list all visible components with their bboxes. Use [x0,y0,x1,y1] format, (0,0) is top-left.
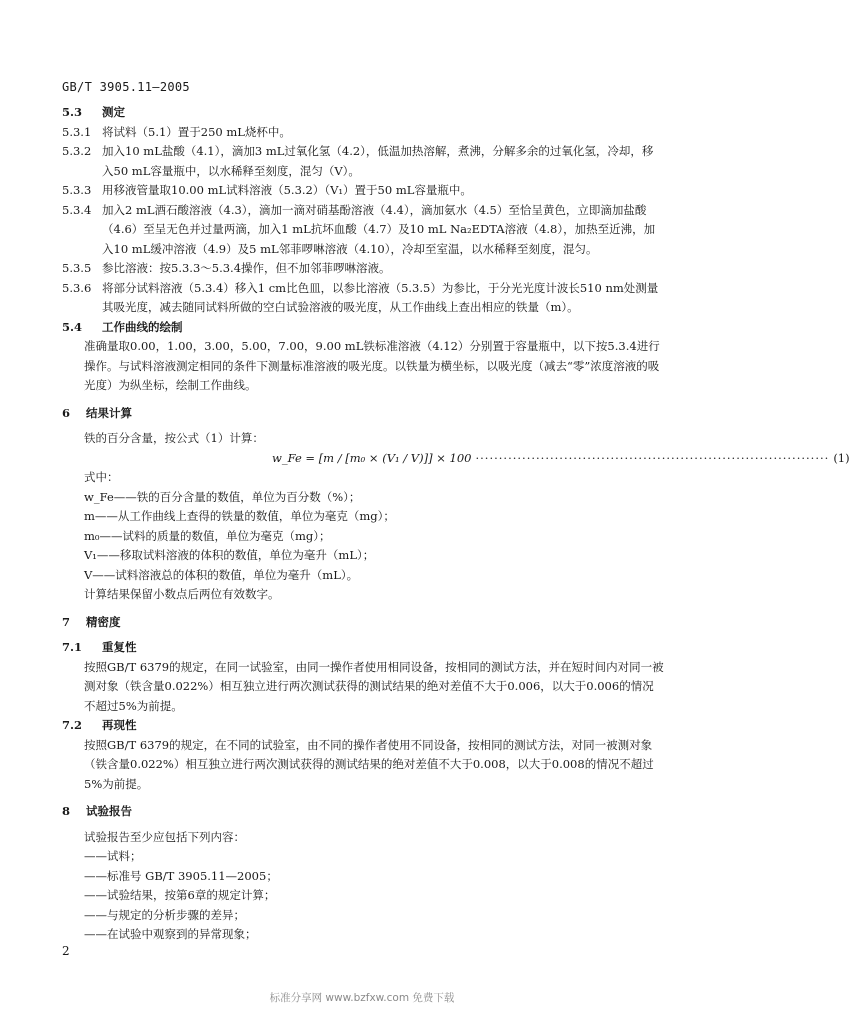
report-item: ——标准号 GB/T 3905.11—2005； [84,868,278,883]
section-7-2-heading: 7.2 再现性 [62,718,137,732]
definition: V——试料溶液总的体积的数值，单位为毫升（mL）。 [84,567,359,582]
formula-intro: 铁的百分含量，按公式（1）计算： [84,431,264,445]
section-6-heading: 6 结果计算 [62,405,132,420]
section-5-4-text: 准确量取0.00，1.00，3.00，5.00，7.00，9.00 mL铁标准溶液（4.12）分别置于容量瓶中，以下按5.3.4进行操作。与试料溶液测定相同的条件下测量标准溶液的吸光度。以铁量为横坐标，以吸光度（减去“零”浓度溶液的吸光度）为纵坐标，绘制工作曲线。 [84,339,660,392]
step-5-3-6: 5.3.6 将部分试料溶液（5.3.4）移入1 cm比色皿，以参比溶液（5.3.5）为参比，于分光光度计波长510 nm处测量其吸光度，减去随同试料所做的空白试验溶液的吸光度，从工作曲线上查出相应的铁量（m）。 [62,280,659,314]
report-item: ——试料； [84,849,142,863]
rounding-note: 计算结果保留小数点后两位有效数字。 [84,587,280,601]
where-label: 式中： [84,470,119,484]
step-5-3-4: 5.3.4 加入2 mL酒石酸溶液（4.3），滴加一滴对硝基酚溶液（4.4），滴加氨水（4.5）至恰呈黄色，立即滴加盐酸（4.6）至呈无色并过量两滴，加入1 mL抗坏血酸（4.7）及10 mL Na₂EDTA溶液（4.8），加热至近沸，加入10 mL缓冲溶液（4.9）及5 mL邻菲啰啉溶液（4.10），冷却至室温，以水稀释至刻度，混匀。 [62,202,656,256]
definition: m——从工作曲线上查得的铁量的数值，单位为毫克（mg）； [84,509,395,523]
section-7-1-heading: 7.1 重复性 [62,640,137,654]
formula: w_Fe = [m / [m₀ × (V₁ / V)]] × 100 [272,450,472,465]
formula-leader: ············································································ [475,450,830,465]
section-5-3-heading: 5.3 测定 [62,105,125,119]
report-item: ——与规定的分析步骤的差异； [84,907,245,922]
section-7-1-text: 按照GB/T 6379的规定，在同一试验室，由同一操作者使用相同设备，按相同的测试方法，并在短时间内对同一被测对象（铁含量0.022%）相互独立进行两次测试获得的测试结果的绝对差值不大于0.006，以大于0.006的情况不超过5%为前提。 [84,659,664,713]
report-item: ——试验结果，按第6章的规定计算； [84,888,276,902]
section-8-heading: 8 试验报告 [62,804,132,818]
step-5-3-5: 5.3.5 参比溶液：按5.3.3～5.3.4操作，但不加邻菲啰啉溶液。 [62,261,391,275]
page-number: 2 [62,944,70,958]
formula-line [62,449,850,469]
definition: V₁——移取试料溶液的体积的数值，单位为毫升（mL）； [84,548,375,562]
report-intro: 试验报告至少应包括下列内容： [84,829,245,844]
standard-header: GB/T 3905.11—2005 [62,80,190,94]
section-7-heading: 7 精密度 [62,614,121,629]
document-body [62,103,850,945]
step-5-3-2: 5.3.2 加入10 mL盐酸（4.1），滴加3 mL过氧化氢（4.2），低温加热溶解，煮沸，分解多余的过氧化氢，冷却，移入50 mL容量瓶中，以水稀释至刻度，混匀（V）。 [62,144,654,178]
definition: w_Fe——铁的百分含量的数值，单位为百分数（%）； [84,489,361,504]
step-5-3-3: 5.3.3 用移液管量取10.00 mL试料溶液（5.3.2）（V₁）置于50 mL容量瓶中。 [62,183,472,197]
section-7-2-text: 按照GB/T 6379的规定，在不同的试验室，由不同的操作者使用不同设备，按相同的测试方法，对同一被测对象（铁含量0.022%）相互独立进行两次测试获得的测试结果的绝对差值不大于0.008，以大于0.008的情况不超过5%为前提。 [84,737,654,791]
definition: m₀——试料的质量的数值，单位为毫克（mg）； [84,528,331,543]
report-item: ——在试验中观察到的异常现象； [84,927,257,941]
equation-number: (1) [833,450,850,465]
step-5-3-1: 5.3.1 将试料（5.1）置于250 mL烧杯中。 [62,124,291,139]
section-5-4-heading: 5.4 工作曲线的绘制 [62,319,183,334]
site-watermark: 标准分享网 www.bzfxw.com 免费下载 [269,992,455,1004]
